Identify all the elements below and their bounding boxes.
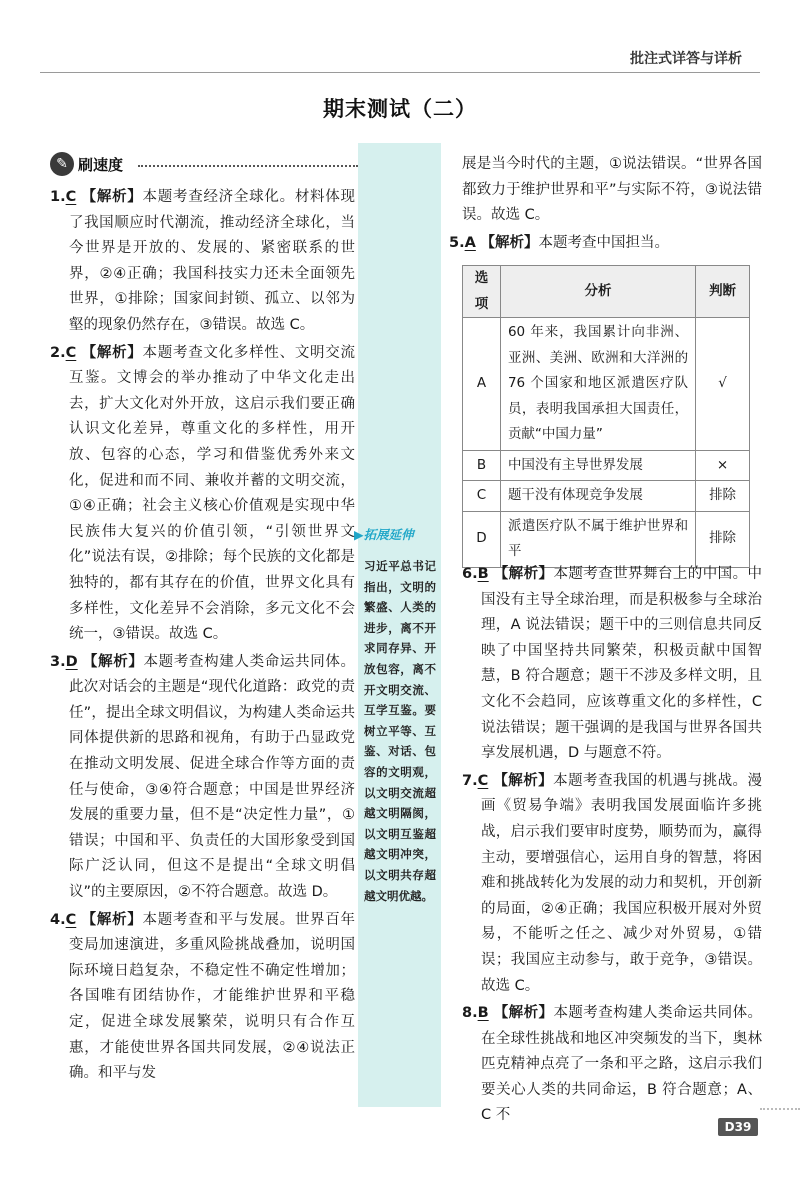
answer-item-5: 5.A 【解析】本题考查中国担当。	[449, 234, 669, 251]
table-cell-option: A	[463, 318, 501, 451]
table-cell-judgment: 排除	[696, 481, 750, 512]
table-cell-analysis: 题干没有体现竞争发展	[500, 481, 695, 512]
table-cell-analysis: 派遣医疗队不属于维护世界和平	[500, 511, 695, 567]
left-column	[50, 185, 355, 1089]
answer-item-7: 7.C 【解析】本题考查我国的机遇与挑战。漫画《贸易争端》表明我国发展面临许多挑战，启示我们要审时度势，顺势而为，赢得主动，要增强信心，运用自身的智慧，将困难和挑战转化为发展的动力和契机，开创新的局面，②④正确；我国应积极开展对外贸易，不能听之任之、减少对外贸易，①错误；我国应主动参与，敢于竞争，③错误。故选 C。	[462, 772, 763, 994]
dotted-divider	[138, 165, 358, 167]
right-column-bottom	[462, 562, 762, 1131]
section-badge-label: 刷速度	[78, 156, 124, 174]
sidebar-text: 习近平总书记指出，文明的繁盛、人类的进步，离不开求同存异、开放包容，离不开文明交流、互学互鉴。要树立平等、互鉴、对话、包容的文明观，以文明交流超越文明隔阂，以文明互鉴超越文明冲突，以文明共存超越文明优越。	[364, 559, 436, 903]
table-cell-analysis: 中国没有主导世界发展	[500, 450, 695, 481]
answer-item-6: 6.B 【解析】本题考查世界舞台上的中国。中国没有主导全球治理，而是积极参与全球治理，A 说法错误；题干中的三则信息共同反映了中国坚持共同繁荣，积极贡献中国智慧，B 符合题意；题干不涉及多样文明，且文化不会趋同，应该尊重文化的多样性，C 说法错误；题干强调的是我国与世界各国共享发展机遇，D 与题意不符。	[462, 566, 763, 762]
table-cell-analysis: 60 年来，我国累计向非洲、亚洲、美洲、欧洲和大洋洲的 76 个国家和地区派遣医疗队员，表明我国承担大国责任，贡献“中国力量”	[500, 318, 695, 451]
table-row	[463, 481, 750, 512]
table-cell-option: D	[463, 511, 501, 567]
section-badge	[50, 152, 358, 178]
sidebar-title: ▶拓展延伸	[354, 527, 414, 542]
answer-item-4: 4.C 【解析】本题考查和平与发展。世界百年变局加速演进，多重风险挑战叠加，说明国际环境日趋复杂，不稳定性不确定性增加；各国唯有团结协作，才能维护世界和平稳定，促进全球发展繁荣，说明只有合作互惠，才能使世界各国共同发展，②④说法正确。和平与发	[50, 911, 356, 1082]
page-title: 期末测试（二）	[323, 97, 477, 121]
table-header-row	[463, 266, 750, 318]
answer-item-2: 2.C 【解析】本题考查文化多样性、文明交流互鉴。文博会的举办推动了中华文化走出去，扩大文化对外开放，这启示我们要正确认识文化差异，尊重文化的多样性，用开放、包容的心态，学习和借鉴优秀外来文化，促进和而不同、兼收并蓄的文明交流，①④正确；社会主义核心价值观是实现中华民族伟大复兴的价值引领，“引领世界文化”说法有误，②排除；每个民族的文化都是独特的，都有其存在的价值，世界文化具有多样性，文化差异不会消除，多元文化不会统一，③错误。故选 C。	[50, 344, 356, 643]
right-column-top	[449, 152, 762, 258]
pencil-icon: ✎	[50, 152, 74, 176]
table-row	[463, 318, 750, 451]
answer-item-4-continued: 展是当今时代的主题，①说法错误。“世界各国都致力于维护世界和平”与实际不符，③说法错误。故选 C。	[462, 156, 762, 224]
corner-decoration	[760, 1108, 800, 1180]
running-header: 批注式详答与详析	[630, 51, 742, 67]
table-cell-judgment: √	[696, 318, 750, 451]
table-cell-judgment: ×	[696, 450, 750, 481]
table-cell-option: B	[463, 450, 501, 481]
table-row	[463, 450, 750, 481]
table-header: 选项	[463, 266, 501, 318]
sidebar-title-text: 拓展延伸	[363, 527, 414, 542]
answer-item-8: 8.B 【解析】本题考查构建人类命运共同体。在全球性挑战和地区冲突频发的当下，奥林匹克精神点亮了一条和平之路，这启示我们要关心人类的共同命运，B 符合题意；A、C 不	[462, 1005, 763, 1124]
answer-item-1: 1.C 【解析】本题考查经济全球化。材料体现了我国顺应时代潮流，推动经济全球化，当今世界是开放的、发展的、紧密联系的世界，②④正确；我国科技实力还未全面领先世界，①排除；国家间封锁、孤立、以邻为壑的现象仍然存在，③错误。故选 C。	[50, 189, 356, 333]
answer-item-3: 3.D 【解析】本题考查构建人类命运共同体。此次对话会的主题是“现代化道路：政党的责任”，提出全球文明倡议，为构建人类命运共同体提供新的思路和视角，有助于凸显政党在推动文明发展、促进全球合作等方面的责任与使命，③④符合题意；中国是世界经济发展的重要力量，但不是“决定性力量”，①错误；中国和平、负责任的大国形象受到国际广泛认同，但这不是提出“全球文明倡议”的主要原因，②不符合题意。故选 D。	[50, 653, 356, 901]
table-row	[463, 511, 750, 567]
table-cell-option: C	[463, 481, 501, 512]
analysis-table	[462, 265, 750, 568]
table-header: 判断	[696, 266, 750, 318]
page-number: D39	[718, 1118, 758, 1136]
header-rule	[40, 72, 760, 73]
table-cell-judgment: 排除	[696, 511, 750, 567]
table-header: 分析	[500, 266, 695, 318]
